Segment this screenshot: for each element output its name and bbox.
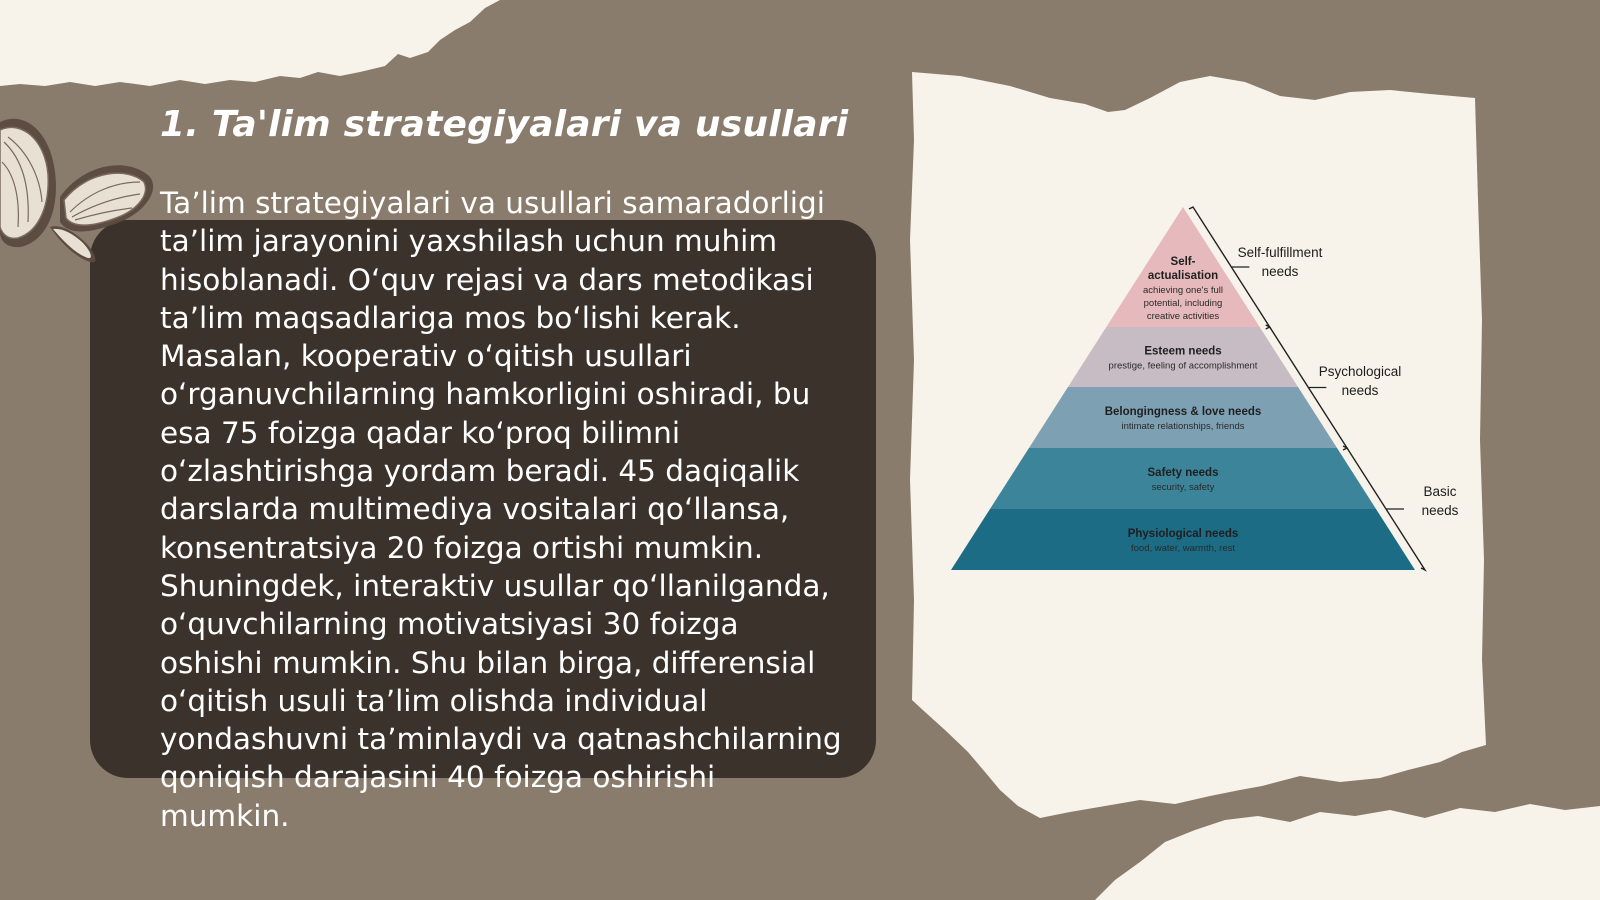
pyramid-level-title: Safety needs bbox=[1147, 467, 1219, 479]
pyramid-level-subtitle: creative activities bbox=[1146, 311, 1220, 322]
torn-paper-bottom-right bbox=[1095, 804, 1600, 900]
pyramid-group-label: needs bbox=[1261, 264, 1299, 279]
pyramid-level-subtitle: food, water, warmth, rest bbox=[1130, 543, 1236, 554]
pyramid-group-label: needs bbox=[1341, 383, 1379, 398]
pyramid-level-title: Belongingness & love needs bbox=[1104, 406, 1262, 418]
slide-title: 1. Ta'lim strategiyalari va usullari bbox=[160, 104, 849, 145]
pyramid-level-title: Self- bbox=[1170, 256, 1196, 268]
pyramid-level-title: Esteem needs bbox=[1144, 345, 1222, 358]
pyramid-level-title: Physiological needs bbox=[1127, 528, 1239, 540]
pyramid-level-subtitle: intimate relationships, friends bbox=[1121, 421, 1245, 432]
pyramid-level-subtitle: achieving one's full bbox=[1143, 285, 1223, 296]
pyramid-level-title: actualisation bbox=[1147, 270, 1219, 282]
torn-paper-top-left bbox=[0, 0, 500, 86]
pyramid-group-label: Self-fulfillment bbox=[1237, 245, 1323, 260]
slide-body-text: Ta’lim strategiyalari va usullari samaradorligi ta’lim jarayonini yaxshilash uchun muhim hisoblanadi. O‘quv rejasi va dars metodikasi ta’lim maqsadlariga mos bo‘lishi kerak. Masalan, kooperativ o‘qitish usullari o‘rganuvchilarning hamkorligini oshiradi, bu esa 75 foizga qadar ko‘proq bilimni o‘zlashtirishga yordam beradi. 45 daqiqalik darslarda multimediya vositalari qo‘llansa, konsentratsiya 20 foizga ortishi mumkin. Shuningdek, interaktiv usullar qo‘llanilganda, o‘quvchilarning motivatsiyasi 30 foizga oshishi mumkin. Shu bilan birga, differensial o‘qitish usuli ta’lim olishda individual yondashuvni ta’minlaydi va qatnashchilarning qoniqish darajasini 40 foizga oshirishi mumkin. bbox=[160, 186, 842, 833]
pyramid-group-label: Psychological bbox=[1318, 364, 1402, 379]
pyramid-level-subtitle: security, safety bbox=[1151, 482, 1215, 493]
pyramid-group-label: needs bbox=[1421, 503, 1459, 518]
maslow-pyramid-diagram bbox=[940, 195, 1459, 575]
pyramid-group-label: Basic bbox=[1423, 484, 1457, 499]
butterfly-icon bbox=[0, 102, 170, 282]
pyramid-level-subtitle: potential, including bbox=[1143, 298, 1223, 309]
pyramid-level-subtitle: prestige, feeling of accomplishment bbox=[1108, 360, 1258, 372]
